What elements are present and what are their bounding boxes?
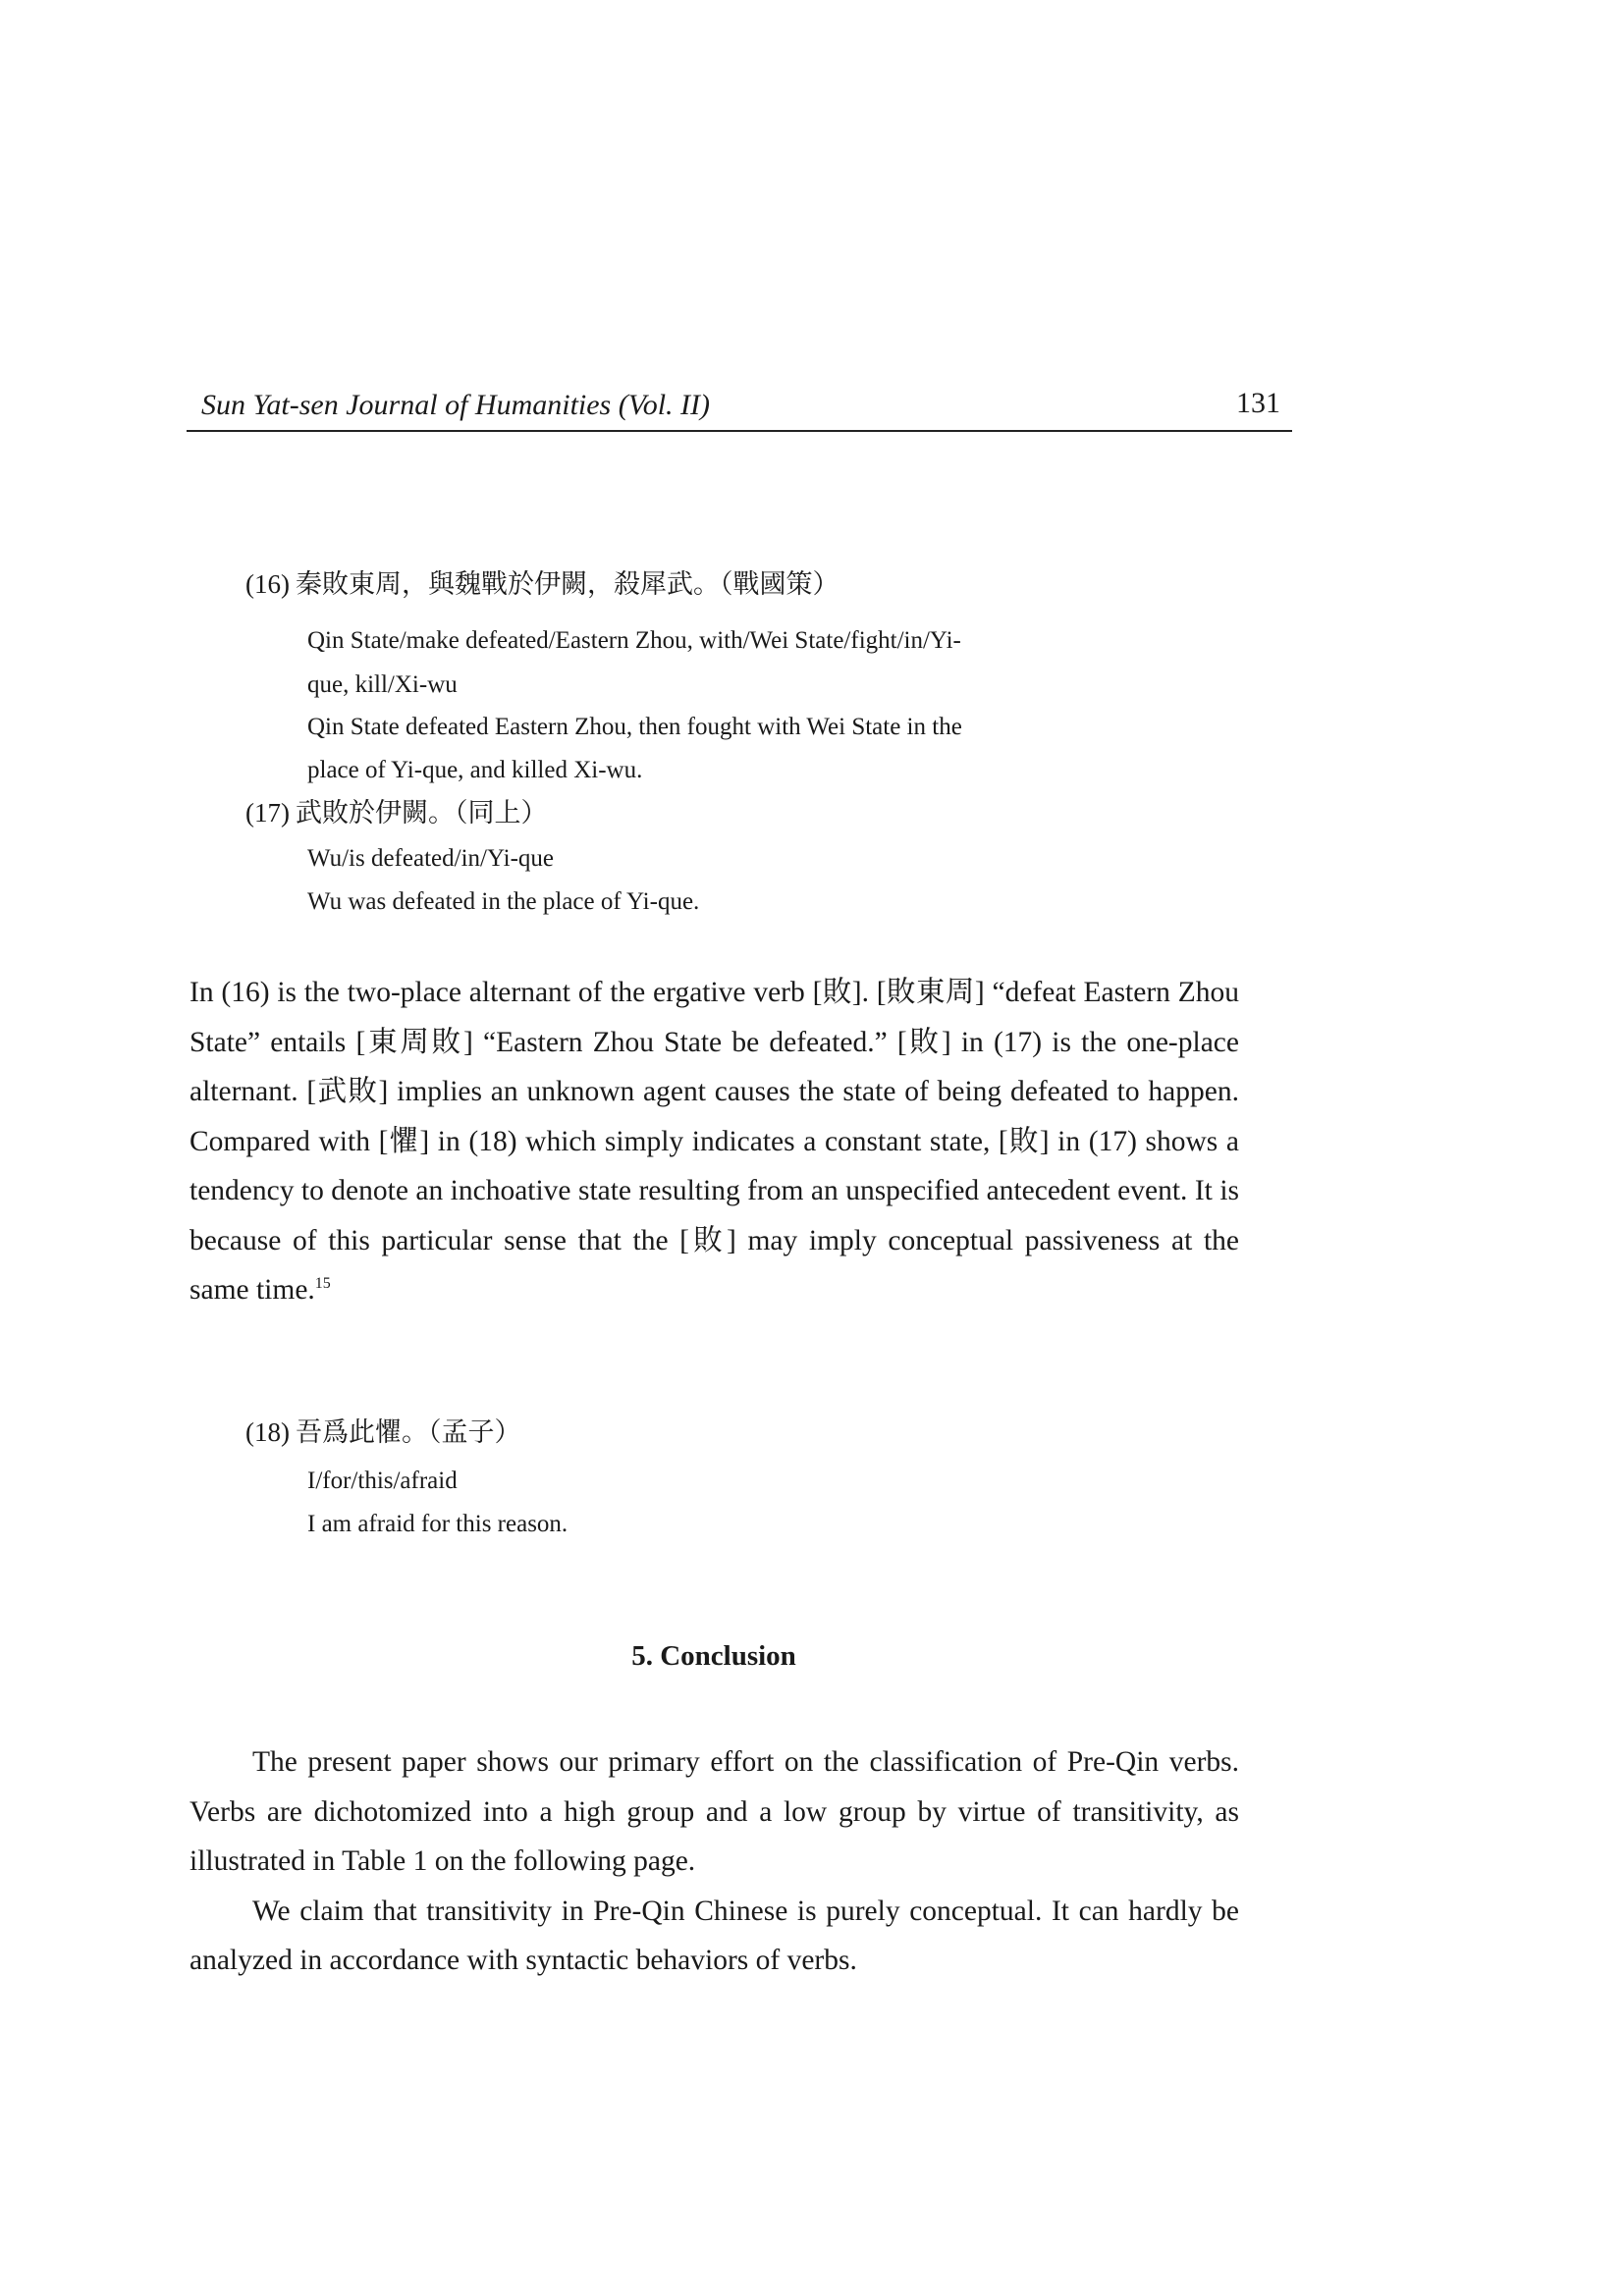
example-number: (18) [245,1417,290,1447]
example-16-source [245,562,839,607]
footnote-reference: 15 [314,1275,331,1293]
example-18-translation-line-1: I am afraid for this reason. [307,1511,568,1537]
example-number: (16) [245,569,290,599]
example-18-gloss-line-1: I/for/this/afraid [307,1468,458,1494]
running-header [187,387,1292,432]
example-chinese: 秦敗東周，與魏戰於伊闕，殺犀武。（戰國策） [295,569,839,599]
example-16-gloss-line-2: que, kill/Xi-wu [307,671,458,698]
example-number: (17) [245,798,290,828]
journal-title: Sun Yat-sen Journal of Humanities (Vol. II) [201,389,711,421]
example-17-translation-line-1: Wu was defeated in the place of Yi-que. [307,888,700,915]
discussion-paragraph [189,968,1239,1315]
conclusion-paragraph: The present paper shows our primary effort on the classification of Pre-Qin verbs. Verbs are dichotomized into a high group and a low group by virtue of transitivity, as illustrated in Table 1 on the following page. [189,1746,1239,1877]
example-18-source [245,1411,520,1455]
example-chinese: 吾爲此懼。（孟子） [295,1417,521,1447]
example-16-translation-line-1: Qin State defeated Eastern Zhou, then fought with Wei State in the [307,714,962,740]
example-16-gloss-line-1: Qin State/make defeated/Eastern Zhou, with/Wei State/fight/in/Yi- [307,627,961,654]
conclusion-paragraph: We claim that transitivity in Pre-Qin Chinese is purely conceptual. It can hardly be analyzed in accordance with syntactic behaviors of verbs. [189,1895,1239,1976]
conclusion-body [189,1737,1239,1986]
page-number: 131 [1236,387,1280,419]
section-heading: 5. Conclusion [631,1640,796,1672]
example-17-source [245,791,547,835]
example-chinese: 武敗於伊闕。（同上） [295,798,548,828]
example-17-gloss-line-1: Wu/is defeated/in/Yi-que [307,845,555,872]
example-16-translation-line-2: place of Yi-que, and killed Xi-wu. [307,757,643,783]
paragraph-text: In (16) is the two-place alternant of the ergative verb [敗]. [敗東周] “defeat Eastern Zhou State” entails [東周敗] “Eastern Zhou State be defeated.” [敗] in (17) is the one-place alternant. [武敗] implies an unknown agent causes the state of being defeated to happen. Compared with [懼] in (18) which simply indicates a constant state, [敗] in (17) shows a tendency to denote an inchoative state resulting from an unspecified antecedent event. It is because of this particular sense that the [敗] may imply conceptual passiveness at the same time. [189,977,1239,1306]
